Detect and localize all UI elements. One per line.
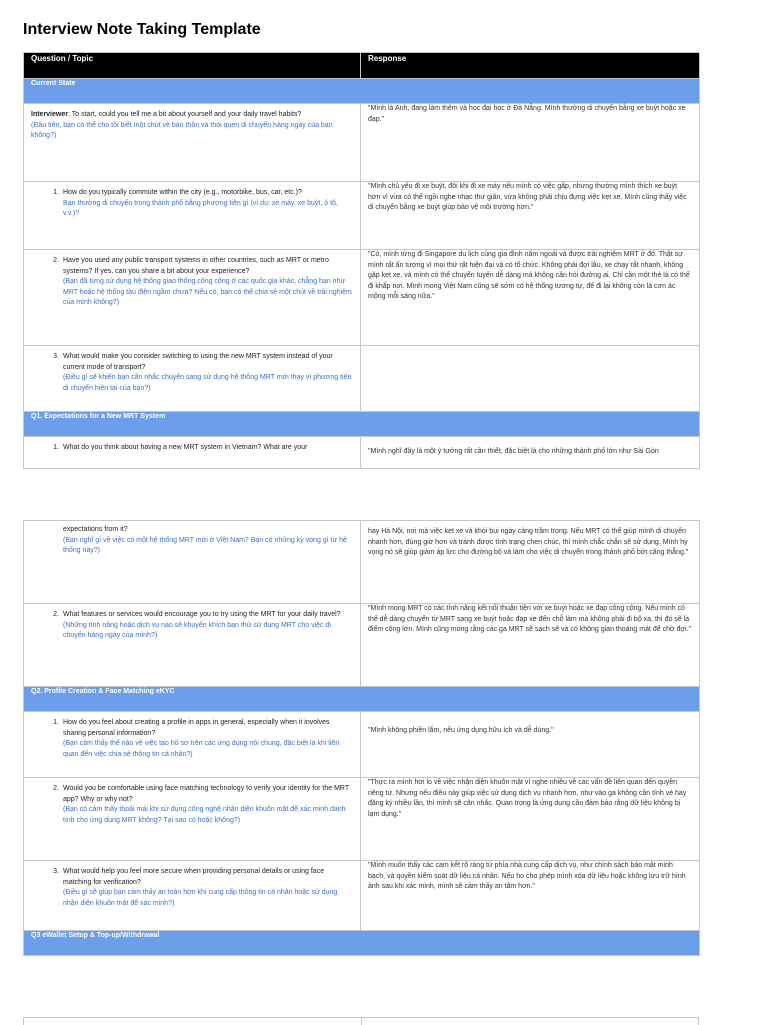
question-cell xyxy=(24,182,361,250)
response-cell: "Mình không phiền lắm, nếu ứng dụng hữu ích và dễ dùng." xyxy=(361,712,700,778)
question-number: 3. xyxy=(53,353,59,360)
table-row xyxy=(24,182,700,250)
question-cell xyxy=(24,778,361,861)
question-number: 1. xyxy=(53,444,59,451)
question-text-vi: (Điều gì sẽ khiến bạn cân nhắc chuyển sang sử dụng hệ thống MRT mới thay vì phương tiện di chuyển hiện tại của bạn?) xyxy=(63,374,352,392)
response-cell: "Mình là Anh, đang làm thêm và học đại học ở Đà Nẵng. Mình thường di chuyển bằng xe buýt hoặc xe đạp." xyxy=(361,104,700,182)
question-cell xyxy=(24,604,361,687)
question-cell xyxy=(24,521,361,604)
table-row xyxy=(24,712,700,778)
question-text-en: How do you typically commute within the city (e.g., motorbike, bus, car, etc.)? xyxy=(63,189,302,196)
question-number: 1. xyxy=(53,719,59,726)
question-text-vi: (Bạn cảm thấy thế nào về việc tạo hồ sơ trên các ứng dụng nói chung, đặc biệt là khi liên quan đến việc chia sẻ thông tin cá nhân?) xyxy=(63,740,340,758)
question-text-vi: Bạn thường di chuyển trong thành phố bằng phương tiện gì (ví dụ: xe máy, xe buýt, ô tô, v.v.)? xyxy=(63,199,338,217)
document-title: Interview Note Taking Template xyxy=(23,21,261,38)
table-row xyxy=(24,346,700,412)
question-text-en: What would make you consider switching to using the new MRT system instead of your current mode of transport? xyxy=(63,353,333,371)
table-row xyxy=(24,104,700,182)
response-cell: "Mình muốn thấy các cam kết rõ ràng từ phía nhà cung cấp dịch vụ, như chính sách bảo mật minh bạch, và quyền kiểm soát dữ liệu cá nhân. Nếu họ cho phép mình xóa dữ liệu hoặc không lưu trữ hình ảnh sau khi xác minh, mình sẽ cảm thấy an tâm hơn." xyxy=(361,861,700,931)
question-text-en: : To start, could you tell me a bit about yourself and your daily travel habits? xyxy=(67,111,302,118)
question-text-vi: (Bạn nghĩ gì về việc có một hệ thống MRT mới ở Việt Nam? Bạn có những kỳ vọng gì từ hệ thống này?) xyxy=(63,536,347,554)
response-cell: "Mình chủ yếu đi xe buýt, đôi khi đi xe máy nếu mình có việc gấp, nhưng thường mình thích xe buýt hơn vì vừa có thể ngồi nghe nhạc thư giãn, vừa không phải chịu đựng việc kẹt xe. Mình cũng thấy việc di chuyển bằng xe buýt giúp bảo vệ môi trường hơn." xyxy=(361,182,700,250)
question-text-en: Would you be comfortable using face matching technology to verify your identity for the MRT app? Why or why not? xyxy=(63,785,349,803)
interviewer-label: Interviewer xyxy=(31,111,68,118)
response-cell: "Mình mong MRT có các tính năng kết nối thuận tiện với xe buýt hoặc xe đạp công cộng. Nếu mình có thể dễ dàng chuyển từ MRT sang xe buýt hoặc đạp xe đến chỗ làm mà không phải đi bộ xa, thì đó sẽ là điểm cộng lớn. Mình cũng mong rằng các ga MRT sẽ sạch sẽ và có không gian thoáng mát để chờ đợi." xyxy=(361,604,700,687)
table-row xyxy=(24,778,700,861)
question-cell xyxy=(24,437,361,469)
table-row xyxy=(24,861,700,931)
table-row xyxy=(24,250,700,346)
question-text-vi: (Bạn có cảm thấy thoải mái khi sử dụng công nghệ nhận diện khuôn mặt để xác minh danh tính cho ứng dụng MRT không? Tại sao có hoặc không?) xyxy=(63,806,346,824)
question-cell xyxy=(24,250,361,346)
question-text-en: What do you think about having a new MRT system in Vietnam? What are your xyxy=(63,444,308,451)
response-cell: "Có, mình từng đi Singapore du lịch cùng gia đình năm ngoái và được trải nghiệm MRT ở đó. Thật sự mình rất ấn tượng vì mọi thứ rất hiện đại và có tổ chức. Không phải đợi lâu, xe chạy rất nhanh, không gặp kẹt xe, và mình có thể chuyển tuyến dễ dàng mà không cần hỏi đường ai. Chỉ cần một thẻ là có thể đi khắp nơi. Mình mong Việt Nam cũng sẽ sớm có hệ thống tương tự, để đi lại không còn là cơn ác mộng mỗi sáng nữa." xyxy=(361,250,700,346)
question-text-en: What would help you feel more secure when providing personal details or using face matching for verification? xyxy=(63,868,325,886)
question-text-en: How do you feel about creating a profile in apps in general, especially when it involves sharing personal information? xyxy=(63,719,330,737)
question-cell xyxy=(24,861,361,931)
interview-table-page-1 xyxy=(23,52,700,469)
question-text-en: Have you used any public transport systems in other countries, such as MRT or metro systems? If yes, can you share a bit about your experience? xyxy=(63,257,329,275)
question-number: 3. xyxy=(53,868,59,875)
question-text-vi: (Đầu tiên, bạn có thể cho tôi biết một chút về bản thân và thói quen di chuyển hàng ngày của bạn không?) xyxy=(31,121,333,139)
column-header-response: Response xyxy=(361,53,700,79)
table-row xyxy=(24,437,700,469)
response-cell: hay Hà Nội, nơi mà việc kẹt xe và khói bụi ngày càng trầm trọng. Nếu MRT có thể giúp mình di chuyển nhanh hơn, đúng giờ hơn và tránh được tình trạng chen chúc, thì mình chắc chắn sẽ sử dụng. Mình hy vọng nó sẽ giúp giảm áp lực cho đường bộ và làm cho việc di chuyển trong thành phố bớt căng thẳng." xyxy=(361,521,700,604)
section-q2-profile: Q2. Profile Creation & Face Matching eKYC xyxy=(24,687,700,712)
column-header-question: Question / Topic xyxy=(24,53,361,79)
question-text-vi: (Bạn đã từng sử dụng hệ thống giao thông công cộng ở các quốc gia khác, chẳng hạn như MRT hoặc hệ thống tàu điện ngầm chưa? Nếu có, bạn có thể chia sẻ một chút về trải nghiệm của mình không?) xyxy=(63,278,352,306)
section-q3-ewallet: Q3 eWallet Setup & Top-up/Withdrawal xyxy=(24,931,700,956)
question-number: 2. xyxy=(53,611,59,618)
response-cell: "Thực ra mình hơi lo về việc nhận diện khuôn mặt vì nghe nhiều về các vấn đề liên quan đến quyền riêng tư. Nhưng nếu điều này giúp việc sử dụng dịch vụ nhanh hơn, như vào ga không cần tính vé hay đăng ký nhiều lần, thì mình sẽ cân nhắc. Quan trọng là ứng dụng cần đảm bảo rằng dữ liệu không bị lạm dụng." xyxy=(361,778,700,861)
question-cell xyxy=(24,346,361,412)
question-text-en: What features or services would encourage you to try using the MRT for your daily travel? xyxy=(63,611,341,618)
question-text-vi: (Điều gì sẽ giúp bạn cảm thấy an toàn hơn khi cung cấp thông tin cá nhân hoặc sử dụng nhận diện khuôn mặt để xác minh?) xyxy=(63,889,338,907)
question-cell xyxy=(24,712,361,778)
interview-table-page-2 xyxy=(23,520,700,956)
response-cell xyxy=(361,346,700,412)
section-q1-expectations: Q1. Expectations for a New MRT System xyxy=(24,412,700,437)
question-number: 2. xyxy=(53,785,59,792)
table-row xyxy=(24,521,700,604)
question-text-vi: (Những tính năng hoặc dịch vụ nào sẽ khuyến khích bạn thử sử dụng MRT cho việc di chuyển hàng ngày của mình?) xyxy=(63,621,331,639)
question-text-en: expectations from it? xyxy=(63,526,128,533)
table-row xyxy=(24,604,700,687)
section-current-state: Current State xyxy=(24,79,700,104)
question-number: 1. xyxy=(53,189,59,196)
question-cell xyxy=(24,104,361,182)
question-number: 2. xyxy=(53,257,59,264)
response-cell: "Mình nghĩ đây là một ý tưởng rất cần thiết, đặc biệt là cho những thành phố lớn như Sài Gòn xyxy=(361,437,700,469)
